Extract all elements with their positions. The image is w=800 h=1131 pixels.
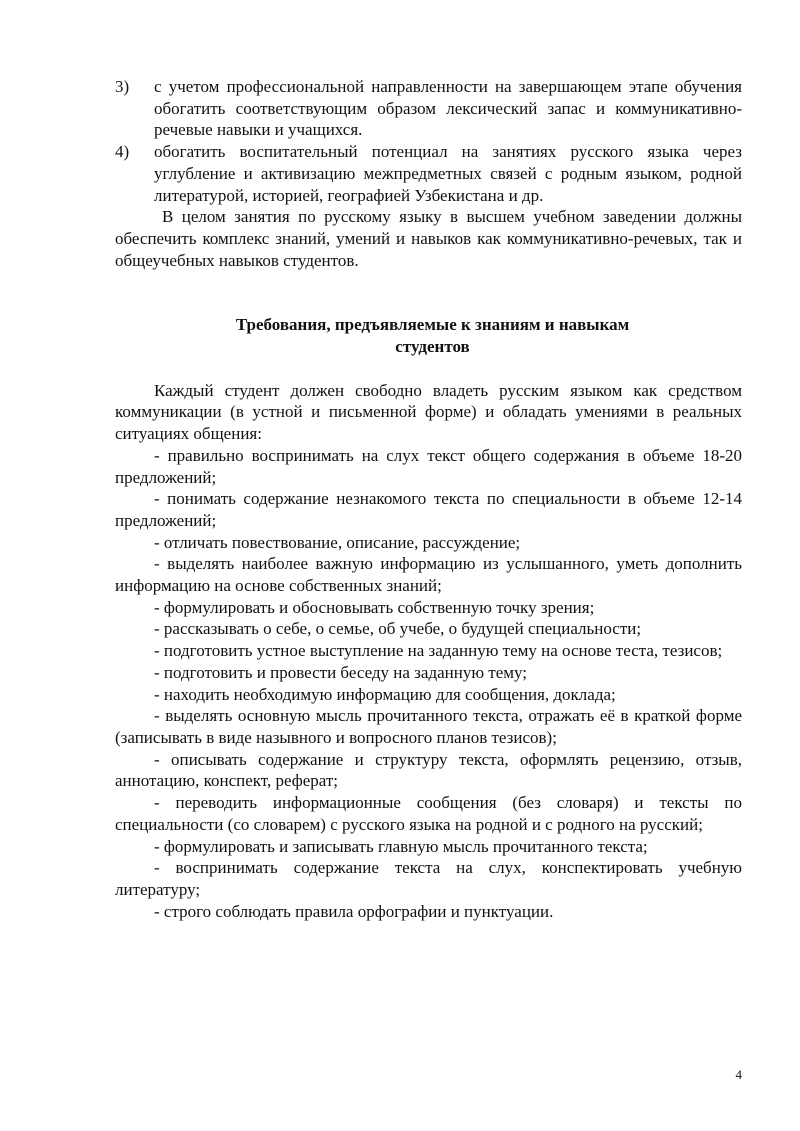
conclusion-paragraph: В целом занятия по русскому языку в высшем учебном заведении должны обеспечить комплекс знаний, умений и навыков как коммуникативно-речевых, так и общеучебных навыков студентов. xyxy=(115,207,742,270)
requirement-item: - выделять основную мысль прочитанного текста, отражать её в краткой форме (записывать в виде назывного и вопросного планов тезисов); xyxy=(115,706,742,747)
requirement-item: - воспринимать содержание текста на слух, конспектировать учебную литературу; xyxy=(115,858,742,899)
intro-paragraph: Каждый студент должен свободно владеть русским языком как средством коммуникации (в устной и письменной форме) и обладать умениями в реальных ситуациях общения: xyxy=(115,380,742,444)
requirements-list xyxy=(115,445,742,922)
list-item xyxy=(115,141,742,206)
section-heading-line-2: студентов xyxy=(395,337,470,357)
requirement-item: - переводить информационные сообщения (без словаря) и тексты по специальности (со словарем) с русского языка на родной и с родного на русский; xyxy=(115,793,742,834)
list-item-number: 3) xyxy=(115,77,130,96)
page-content xyxy=(115,76,742,922)
list-item-text: обогатить воспитательный потенциал на занятиях русского языка через углубление и активизацию межпредметных связей с родным языком, родной литературой, историей, географией Узбекистана и др. xyxy=(154,142,742,205)
requirement-item: - отличать повествование, описание, рассуждение; xyxy=(154,532,521,552)
requirement-item: - описывать содержание и структуру текста, оформлять рецензию, отзыв, аннотацию, конспект, реферат; xyxy=(115,749,742,791)
requirement-item: - формулировать и записывать главную мысль прочитанного текста; xyxy=(154,836,648,856)
requirement-item: - выделять наиболее важную информацию из услышанного, уметь дополнить информацию на основе собственных знаний; xyxy=(115,554,742,596)
requirement-item: - находить необходимую информацию для сообщения, доклада; xyxy=(154,684,616,704)
requirement-item: - понимать содержание незнакомого текста по специальности в объеме 12-14 предложений; xyxy=(115,489,742,530)
requirement-item: - формулировать и обосновывать собственную точку зрения; xyxy=(154,597,595,617)
requirement-item: - строго соблюдать правила орфографии и пунктуации. xyxy=(154,901,554,921)
section-heading-line-1: Требования, предъявляемые к знаниям и навыкам xyxy=(235,315,630,335)
requirement-item: - подготовить устное выступление на заданную тему на основе теста, тезисов; xyxy=(154,641,723,661)
list-item-number: 4) xyxy=(115,142,130,162)
requirement-item: - рассказывать о себе, о семье, об учебе, о будущей специальности; xyxy=(154,619,642,639)
list-item-text: с учетом профессиональной направленности на завершающем этапе обучения обогатить соответствующим образом лексический запас и коммуникативно-речевые навыки и учащихся. xyxy=(154,77,742,140)
page-number: 4 xyxy=(735,1067,742,1082)
list-item xyxy=(115,76,742,141)
requirement-item: - правильно воспринимать на слух текст общего содержания в объеме 18-20 предложений; xyxy=(115,445,742,487)
requirement-item: - подготовить и провести беседу на заданную тему; xyxy=(154,662,528,682)
section-heading xyxy=(115,314,742,357)
